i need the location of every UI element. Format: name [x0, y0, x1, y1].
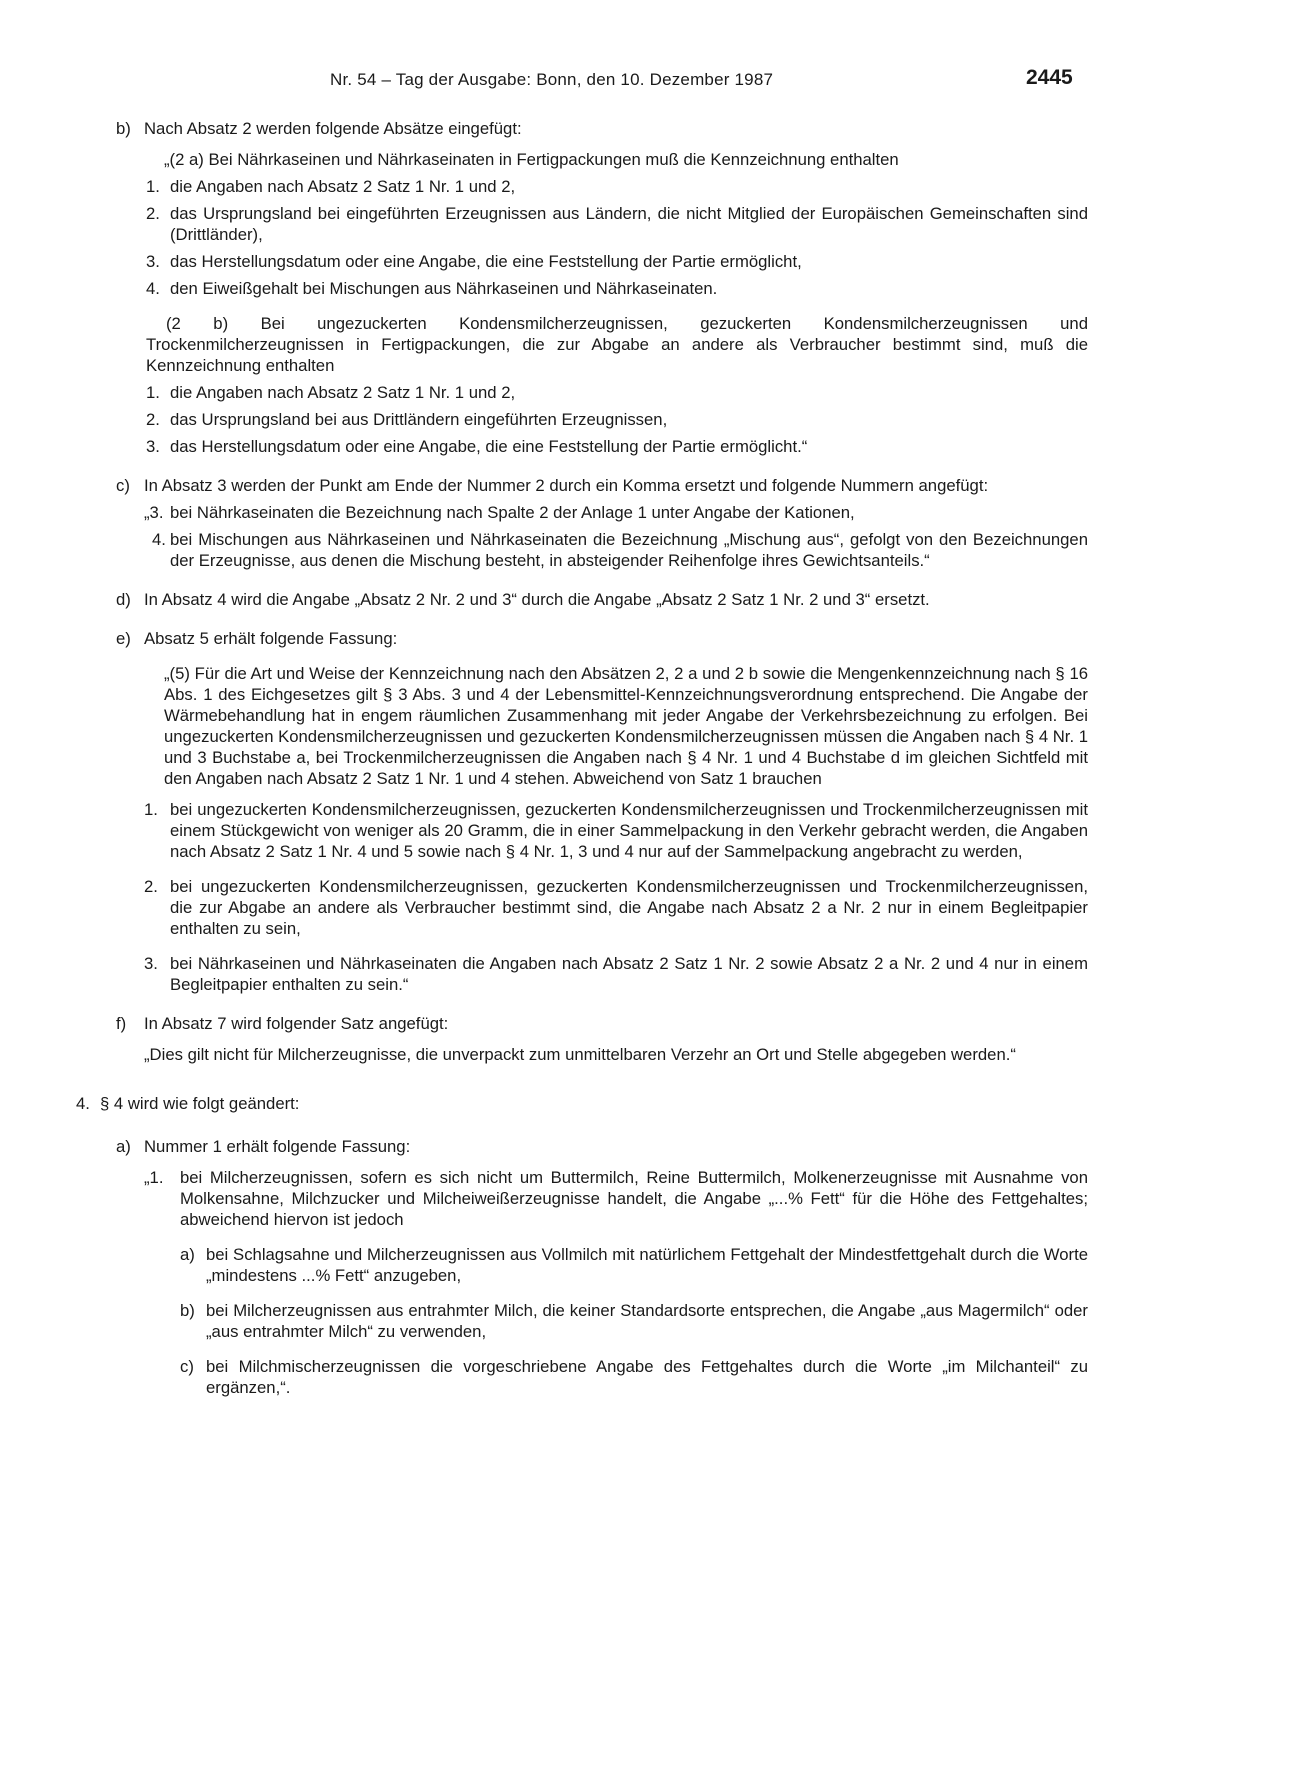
list-item: 3. das Herstellungsdatum oder eine Angabe, die eine Feststellung der Partie ermöglicht, [146, 252, 802, 271]
list-item: 2. das Ursprungsland bei aus Drittländern eingeführten Erzeugnissen, [146, 410, 668, 429]
list-item: b) bei Milcherzeugnissen aus entrahmter Milch, die keiner Standardsorte entsprechen, die Angabe „aus Magermilch“ oder „aus entrahmter Milch“ zu verwenden, [180, 1301, 1088, 1341]
section-c-intro: c) In Absatz 3 werden der Punkt am Ende der Nummer 2 durch ein Komma ersetzt und folgende Nummern angefügt: [116, 476, 989, 495]
list-item: 4. den Eiweißgehalt bei Mischungen aus Nährkaseinen und Nährkaseinaten. [146, 279, 718, 298]
item-4a-intro: a) Nummer 1 erhält folgende Fassung: [116, 1137, 411, 1156]
list-item: 1. bei ungezuckerten Kondensmilcherzeugnissen, gezuckerten Kondensmilcherzeugnissen und Trockenmilcherzeugnissen mit einem Stückgewicht von weniger als 20 Gramm, die in einer Sammelpackung in den Verkehr gebracht werden, die Angaben nach Absatz 2 Satz 1 Nr. 4 und 5 sowie nach § 4 Nr. 1, 3 und 4 nur auf der Sammelpackung angebracht zu werden, [144, 800, 1088, 861]
section-d: d) In Absatz 4 wird die Angabe „Absatz 2 Nr. 2 und 3“ durch die Angabe „Absatz 2 Satz 1 Nr. 2 und 3“ ersetzt. [116, 590, 930, 609]
list-item: 3. das Herstellungsdatum oder eine Angabe, die eine Feststellung der Partie ermöglicht.“ [146, 437, 808, 456]
section-e-para-5: „(5) Für die Art und Weise der Kennzeichnung nach den Absätzen 2, 2 a und 2 b sowie die Mengenkennzeichnung nach § 16 Abs. 1 des Eichgesetzes gilt § 3 Abs. 3 und 4 der Lebensmittel-Kennzeichnungsverordnung entsprechend. Die Angabe der Wärmebehandlung hat in engem räumlichen Zusammenhang mit jeder Angabe der Verkehrsbezeichnung zu erfolgen. Bei ungezuckerten Kondensmilcherzeugnissen und gezuckerten Kondensmilcherzeugnissen müssen die Angaben nach § 4 Nr. 1 und 3 Buchstabe a, bei Trockenmilcherzeugnissen die Angaben nach § 4 Nr. 1 und 4 Buchstabe d im gleichen Sichtfeld mit den Angaben nach Absatz 2 Satz 1 Nr. 1 und 4 stehen. Abweichend von Satz 1 brauchen [164, 664, 1088, 788]
list-item: „3. bei Nährkaseinaten die Bezeichnung nach Spalte 2 der Anlage 1 unter Angabe der Kationen, [144, 503, 855, 522]
list-item: c) bei Milchmischerzeugnissen die vorgeschriebene Angabe des Fettgehaltes durch die Worte „im Milchanteil“ zu ergänzen,“. [180, 1357, 1088, 1397]
section-b-2b-intro: (2 b) Bei ungezuckerten Kondensmilcherzeugnissen, gezuckerten Kondensmilcherzeugnissen und Trockenmilcherzeugnissen in Fertigpackungen, die zur Abgabe an andere als Verbraucher bestimmt sind, muß die Kennzeichnung enthalten [146, 314, 1088, 375]
list-item: 3. bei Nährkaseinen und Nährkaseinaten die Angaben nach Absatz 2 Satz 1 Nr. 2 sowie Absatz 2 a Nr. 2 und 4 nur in einem Begleitpapier enthalten zu sein.“ [144, 954, 1088, 994]
list-item: 4. bei Mischungen aus Nährkaseinen und Nährkaseinaten die Bezeichnung „Mischung aus“, gefolgt von den Bezeichnungen der Erzeugnisse, aus denen die Mischung besteht, in absteigender Reihenfolge ihres Gewichtsanteils.“ [152, 530, 1088, 570]
section-b-intro: b) Nach Absatz 2 werden folgende Absätze eingefügt: [116, 119, 522, 138]
page-body [76, 118, 1088, 1412]
page-header: Nr. 54 – Tag der Ausgabe: Bonn, den 10. Dezember 1987 [330, 70, 774, 89]
list-item: 1. die Angaben nach Absatz 2 Satz 1 Nr. 1 und 2, [146, 177, 516, 196]
section-f-intro: f) In Absatz 7 wird folgender Satz angefügt: [116, 1014, 449, 1033]
list-item: 2. bei ungezuckerten Kondensmilcherzeugnissen, gezuckerten Kondensmilcherzeugnissen und Trockenmilcherzeugnissen, die zur Abgabe an andere als Verbraucher bestimmt sind, die Angabe nach Absatz 2 a Nr. 2 nur in einem Begleitpapier enthalten zu sein, [144, 877, 1088, 938]
section-e-intro: e) Absatz 5 erhält folgende Fassung: [116, 629, 398, 648]
section-b-2a-intro: „(2 a) Bei Nährkaseinen und Nährkaseinaten in Fertigpackungen muß die Kennzeichnung enthalten [164, 150, 899, 169]
section-f-quote: „Dies gilt nicht für Milcherzeugnisse, die unverpackt zum unmittelbaren Verzehr an Ort und Stelle abgegeben werden.“ [144, 1045, 1016, 1064]
list-item: 2. das Ursprungsland bei eingeführten Erzeugnissen aus Ländern, die nicht Mitglied der Europäischen Gemeinschaften sind (Drittländer), [146, 204, 1088, 244]
section-label: b) [116, 119, 131, 138]
item-4a-1: „1. bei Milcherzeugnissen, sofern es sich nicht um Buttermilch, Reine Buttermilch, Molkenerzeugnisse mit Ausnahme von Molkensahne, Milchzucker und Milcheiweißerzeugnisse handelt, die Angabe „...% Fett“ für die Höhe des Fettgehaltes; abweichend hiervon ist jedoch [144, 1168, 1088, 1229]
list-item: 1. die Angaben nach Absatz 2 Satz 1 Nr. 1 und 2, [146, 383, 516, 402]
page-number: 2445 [1026, 66, 1073, 89]
item-4-intro: 4. § 4 wird wie folgt geändert: [76, 1094, 300, 1113]
list-item: a) bei Schlagsahne und Milcherzeugnissen aus Vollmilch mit natürlichem Fettgehalt der Mindestfettgehalt durch die Worte „mindestens ...% Fett“ anzugeben, [180, 1245, 1088, 1285]
